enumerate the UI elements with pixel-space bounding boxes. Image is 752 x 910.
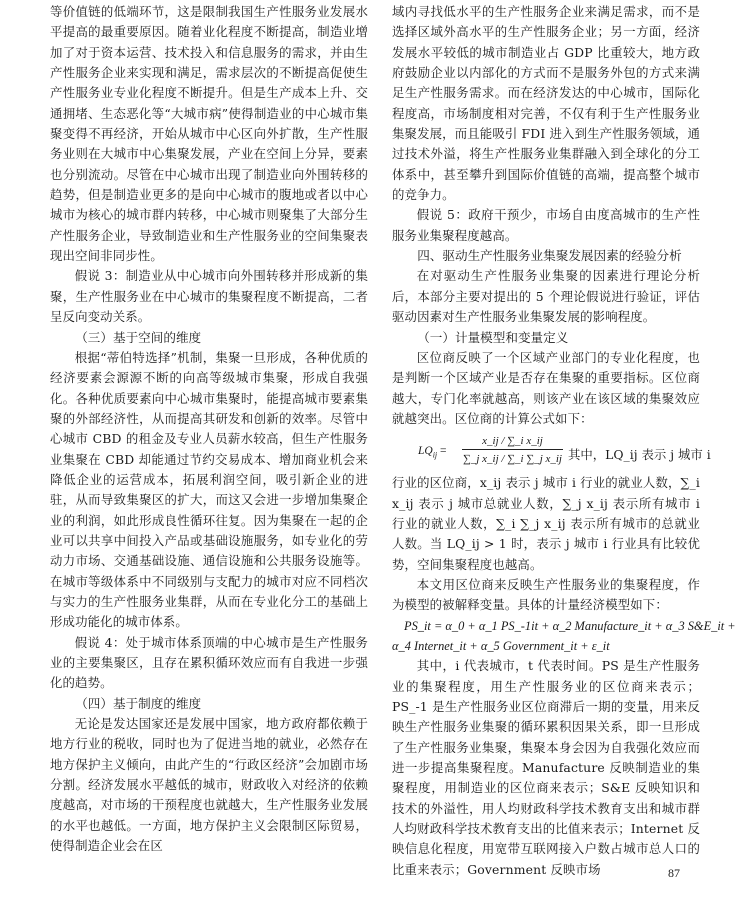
paragraph: 区位商反映了一个区域产业部门的专业化程度，也是判断一个区域产业是否存在集聚的重要指标。区位商越大，专门化率就越高，则该产业在该区域的集聚效应就越突出。区位商的计算公式如下： xyxy=(392,349,700,426)
left-column xyxy=(50,2,368,856)
paragraph: 在对驱动生产性服务业集聚的因素进行理论分析后，本部分主要对提出的 5 个理论假说进行验证，评估驱动因素对生产性服务业集聚发展的影响程度。 xyxy=(392,268,700,325)
formula-lhs: $LQ_{ij}$ = xyxy=(418,445,447,460)
formula-trailing-text: 其中，LQ_ij 表示 j 城市 i xyxy=(568,447,711,463)
hypothesis-5: 假说 5：政府干预少，市场自由度高城市的生产性服务业集聚程度越高。 xyxy=(392,207,700,243)
subsection-heading-model: （一）计量模型和变量定义 xyxy=(417,329,569,345)
econometric-model-line-1: PS_it = α_0 + α_1 PS_-1it + α_2 Manufacture_it + α_3 S&E_it + xyxy=(404,618,736,633)
econometric-model-line-2: α_4 Internet_it + α_5 Government_it + ε_it xyxy=(392,638,610,653)
formula-numerator: x_ij / ∑_i x_ij xyxy=(482,435,543,448)
section-heading-empirical: 四、驱动生产性服务业集聚发展因素的经验分析 xyxy=(417,248,682,264)
paragraph: 无论是发达国家还是发展中国家，地方政府都依赖于地方行业的税收，同时也为了促进当地的就业，必然存在地方保护主义倾向，由此产生的“行政区经济”会加剧市场分割。经济发展水平越低的城市，财政收入对经济的依赖度越高，对市场的干预程度也就越大，生产性服务业发展的水平也越低。一方面，地方保护主义会限制区际贸易，使得制造企业会在区 xyxy=(50,716,368,854)
section-heading-spatial: （三）基于空间的维度 xyxy=(75,329,202,345)
formula-denominator: ∑_j x_ij / ∑_i ∑_j x_ij xyxy=(463,453,562,466)
paragraph: 本文用区位商来反映生产性服务业的集聚程度，作为模型的被解释变量。具体的计量经济模型如下： xyxy=(392,576,700,613)
formula-fraction xyxy=(460,433,565,468)
paragraph: 等价值链的低端环节，这是限制我国生产性服务业发展水平提高的最重要原因。随着业化程度不断提高，制造业增加了对于资本运营、技术投入和信息服务的需求，并由生产性服务企业来实现和满足，需求层次的不断提高促使生产性服务业专业化程度不断提升。但是生产成本上升、交通拥堵、生态恶化等“大城市病”使得制造业的中心城市集聚变得不再经济，开始从城市中心区向外扩散，生产性服务业则在大城市中心集聚发展，产业在空间上分异，要素也分别流动。尽管在中心城市出现了制造业向外围转移的趋势，但是制造业更多的是向中心城市的腹地或者以中心城市为核心的城市群内转移，中心城市则聚集了大部分生产性服务企业，导致制造业和生产性服务业的空间集聚表现出空间非同步性。 xyxy=(50,4,368,264)
paragraph: 域内寻找低水平的生产性服务企业来满足需求，而不是选择区域外高水平的生产性服务企业；另一方面，经济发展水平较低的城市制造业占 GDP 比重较大，地方政府鼓励企业以内部化的方式而不是服务外包的方式来满足生产性服务需求。而在经济发达的中心城市，国际化程度高，市场制度相对完善，不仅有利于生产性服务业集聚发展，而且能吸引 FDI 进入到生产性服务领域，通过技术外溢，将生产性服务业集群融入到全球化的分工体系中，甚至攀升到国际价值链的高端，提高整个城市的竞争力。 xyxy=(392,4,700,203)
paragraph: 其中，i 代表城市，t 代表时间。PS 是生产性服务业的集聚程度，用生产性服务业的区位商来表示；PS_-1 是生产性服务业区位商滞后一期的变量，用来反映生产性服务业集聚的循环累积因果关系，即一旦形成了生产性服务业集聚，集聚本身会因为自我强化效应而进一步提高集聚程度。Manufacture 反映制造业的集聚程度，用制造业的区位商来表示；S&E 反映知识和技术的外溢性，用人均财政科学技术教育支出和城市群人均财政科学技术教育支出的比值来表示；Internet 反映信息化程度，用宽带互联网接入户数占城市总人口的比重来表示；Government 反映市场 xyxy=(392,658,700,877)
hypothesis-3: 假说 3：制造业从中心城市向外围转移并形成新的集聚，生产性服务业在中心城市的集聚程度不断提高，二者呈反向变动关系。 xyxy=(50,268,368,325)
page-number: 87 xyxy=(668,866,680,880)
paragraph: 根据“蒂伯特选择”机制，集聚一旦形成，各种优质的经济要素会源源不断的向高等级城市集聚，形成自我强化。各种优质要素向中心城市集聚时，能提高城市要素集聚的外部经济性，从而提高其研发和创新的效率。尽管中心城市 CBD 的租金及专业人员薪水较高，但生产性服务业集聚在 CBD 却能通过节约交易成本、增加商业机会来降低企业的运营成本，拓展利润空间，吸引新企业的进驻，从而导致集聚区的扩大，而这又会进一步增加集聚企业的利润，如此形成良性循环往复。因为集聚在一起的企业可以共享中间投入产品或基础设施服务，如专业化的劳动力市场、交通基础设施、通信设施和公共服务设施等。在城市等级体系中不同级别与支配力的城市对应不同档次与实力的生产性服务业集群，从而在专业化分工的基础上形成功能化的城市体系。 xyxy=(50,349,368,630)
paragraph: 行业的区位商，x_ij 表示 j 城市 i 行业的就业人数，∑_i x_ij 表示 j 城市总就业人数，∑_j x_ij 表示所有城市 i 行业的就业人数，∑_i ∑_j x_ij 表示所有城市的总就业人数。当 LQ_ij > 1 时，表示 j 城市 i 行业具有比较优势，空间集聚程度也越高。 xyxy=(392,475,700,572)
section-heading-institutional: （四）基于制度的维度 xyxy=(75,695,202,711)
right-column xyxy=(392,2,736,880)
hypothesis-4: 假说 4：处于城市体系顶端的中心城市是生产性服务业的主要集聚区，且存在累积循环效应而有自我进一步强化的趋势。 xyxy=(50,634,368,691)
location-quotient-formula xyxy=(392,429,711,473)
